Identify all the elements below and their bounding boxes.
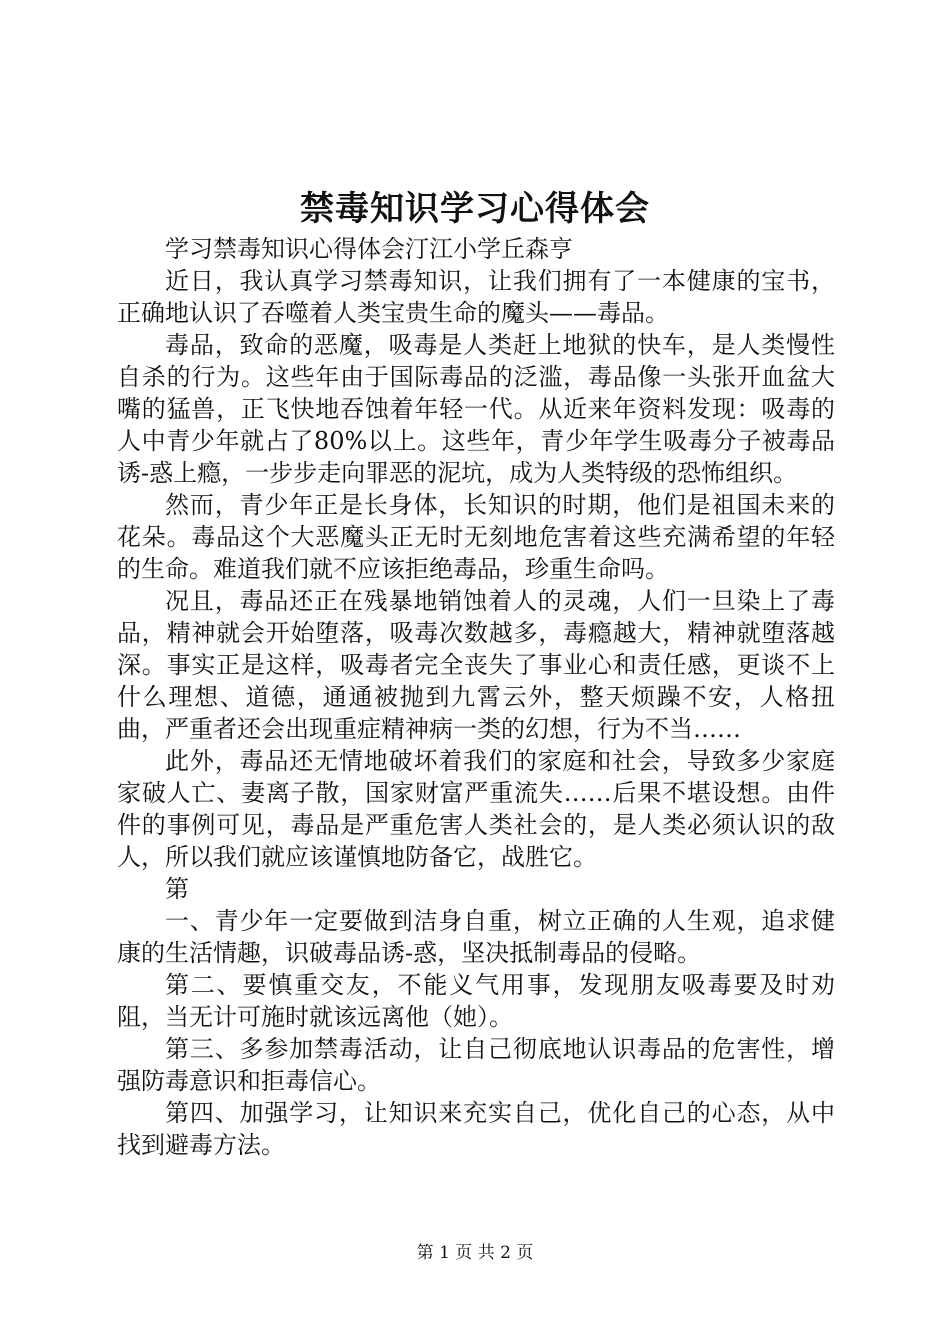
paragraph: 第四、加强学习，让知识来充实自己，优化自己的心态，从中找到避毒方法。 (117, 1099, 835, 1159)
page-number: 第 1 页 共 2 页 (416, 1243, 534, 1263)
paragraph: 第三、多参加禁毒活动，让自己彻底地认识毒品的危害性，增强防毒意识和拒毒信心。 (117, 1035, 835, 1095)
paragraph: 学习禁毒知识心得体会汀江小学丘森亨 (165, 235, 573, 263)
paragraph: 此外，毒品还无情地破坏着我们的家庭和社会，导致多少家庭家破人亡、妻离子散，国家财富严重流失……后果不堪设想。由件件的事例可见，毒品是严重危害人类社会的，是人类必须认识的敌人，所以我们就应该谨慎地防备它，战胜它。 (117, 747, 835, 871)
document-title: 禁毒知识学习心得体会 (300, 189, 650, 229)
paragraph: 然而，青少年正是长身体，长知识的时期，他们是祖国未来的花朵。毒品这个大恶魔头正无时无刻地危害着这些充满希望的年轻的生命。难道我们就不应该拒绝毒品，珍重生命吗。 (117, 491, 835, 583)
paragraph: 一、青少年一定要做到洁身自重，树立正确的人生观，追求健康的生活情趣，识破毒品诱-惑，坚决抵制毒品的侵略。 (117, 907, 835, 967)
paragraph: 况且，毒品还正在残暴地销蚀着人的灵魂，人们一旦染上了毒品，精神就会开始堕落，吸毒次数越多，毒瘾越大，精神就堕落越深。事实正是这样，吸毒者完全丧失了事业心和责任感，更谈不上什么理想、道德，通通被抛到九霄云外，整天烦躁不安，人格扭曲，严重者还会出现重症精神病一类的幻想，行为不当…… (117, 587, 835, 743)
document-body (117, 233, 835, 1161)
paragraph: 第二、要慎重交友，不能义气用事，发现朋友吸毒要及时劝阻，当无计可施时就该远离他（她）。 (117, 971, 835, 1031)
paragraph: 毒品，致命的恶魔，吸毒是人类赶上地狱的快车，是人类慢性自杀的行为。这些年由于国际毒品的泛滥，毒品像一头张开血盆大嘴的猛兽，正飞快地吞蚀着年轻一代。从近来年资料发现：吸毒的人中青少年就占了80%以上。这些年，青少年学生吸毒分子被毒品诱-惑上瘾，一步步走向罪恶的泥坑，成为人类特级的恐怖组织。 (117, 331, 835, 487)
paragraph: 第 (165, 875, 189, 903)
paragraph: 近日，我认真学习禁毒知识，让我们拥有了一本健康的宝书，正确地认识了吞噬着人类宝贵生命的魔头——毒品。 (117, 267, 835, 327)
